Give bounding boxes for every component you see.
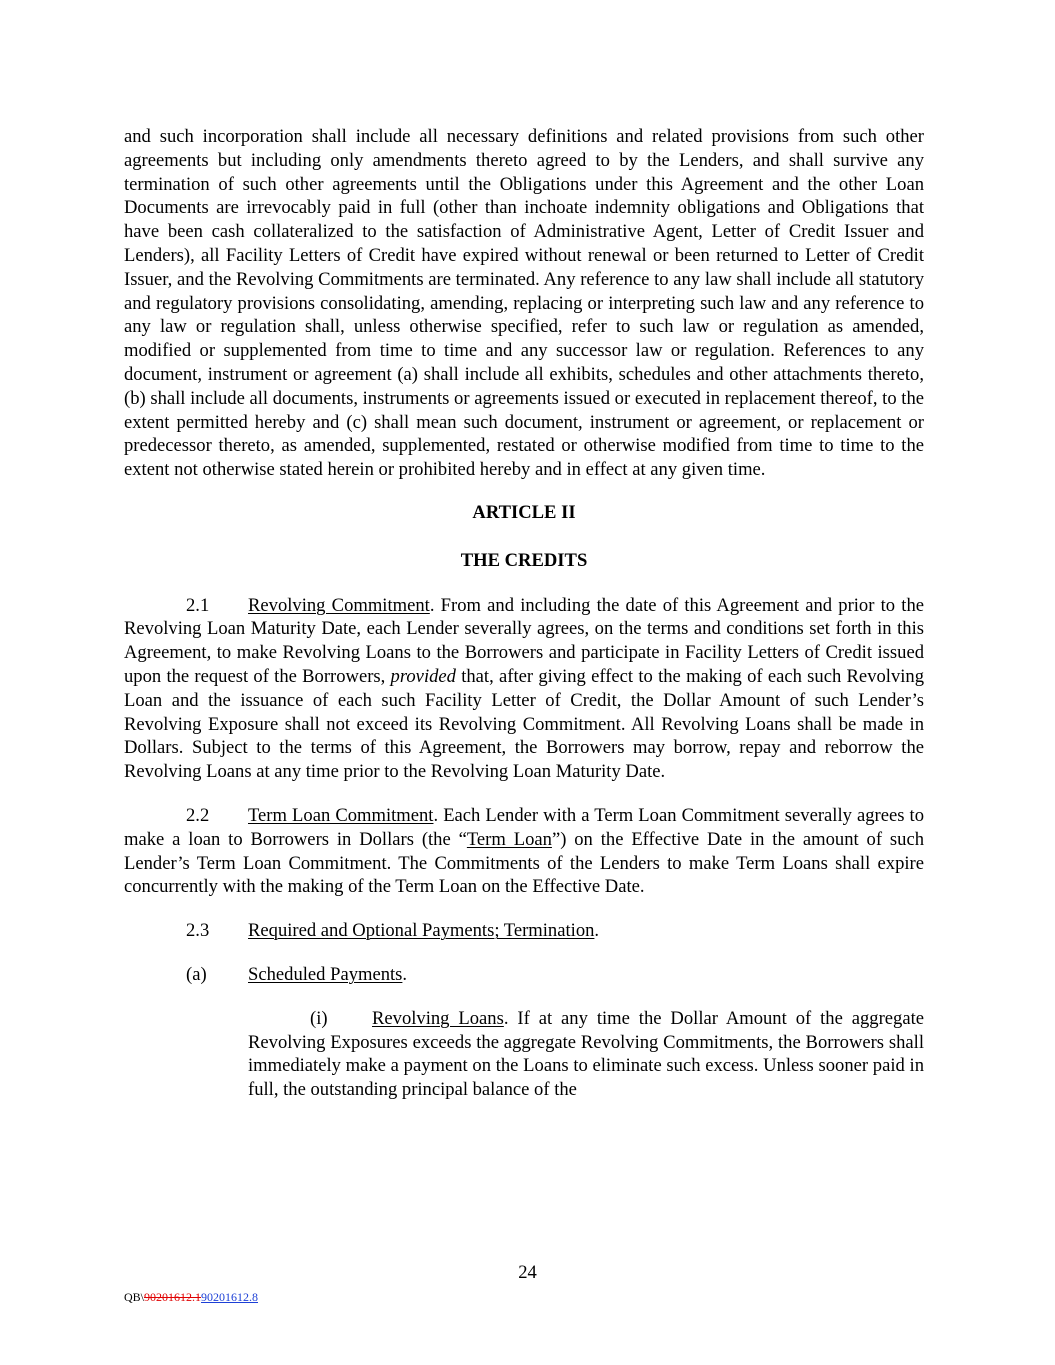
article-title: THE CREDITS	[460, 549, 588, 571]
clause-label: (i)	[310, 1007, 328, 1029]
intro-paragraph: and such incorporation shall include all necessary definitions and related provisions from such other agreements but including only amendments thereto agreed to by the Lenders, and shall survive any termination of such other agreements until the Obligations under this Agreement and the other Loan Documents are irrevocably paid in full (other than inchoate indemnity obligations and Obligations that have been cash collateralized to the satisfaction of Administrative Agent, Letter of Credit Issuer and Lenders), all Facility Letters of Credit have expired without renewal or been returned to Letter of Credit Issuer, and the Revolving Commitments are terminated. Any reference to any law shall include all statutory and regulatory provisions consolidating, amending, replacing or interpreting such law and any reference to any law or regulation shall, unless otherwise specified, refer to such law or regulation as amended, modified or supplemented from time to time and any successor law or regulation. References to any document, instrument or agreement (a) shall include all exhibits, schedules and other attachments thereto, (b) shall include all documents, instruments or agreements issued or executed in replacement thereof, to the extent permitted hereby and (c) shall mean such document, instrument or agreement, or replacement or predecessor thereto, as amended, supplemented, restated or otherwise modified from time to time to the extent not otherwise stated herein or prohibited hereby and in effect at any given time.	[124, 126, 924, 481]
clause-caption: Revolving Loans	[372, 1007, 504, 1029]
section-caption: Required and Optional Payments; Termination	[248, 920, 595, 942]
clause-text: . If at any time the Dollar Amount of the aggregate Revolving Exposures exceeds the aggregate Revolving Commitments, the Borrowers shall immediately make a payment on the Loans to eliminate such excess. Unless sooner paid in full, the outstanding principal balance of the	[248, 1007, 925, 1101]
deleted-doc-number: 90201612.1	[144, 1290, 202, 1304]
section-caption: Term Loan Commitment	[248, 804, 434, 826]
subsection-label: (a)	[186, 963, 207, 985]
defined-term: Term Loan	[466, 828, 552, 850]
page-number: 24	[518, 1262, 537, 1283]
section-caption-end: .	[594, 920, 600, 942]
clause-i	[248, 1007, 924, 1102]
inserted-doc-number: 90201612.8	[201, 1290, 259, 1304]
section-number: 2.3	[186, 920, 210, 942]
subsection-a	[186, 963, 924, 987]
section-text: . From and including the date of this Agreement and prior to the Revolving Loan Maturity Date, each Lender severally agrees, on the terms and conditions set forth in this Agreement, to make Revolving Loans to the Borrowers and participate in Facility Letters of Credit issued upon the request of the Borrowers,	[124, 594, 924, 687]
section-text: that, after giving effect to the making of each such Revolving Loan and the issuance of each such Facility Letter of Credit, the Dollar Amount of such Lender’s Revolving Exposure shall not exceed its Revolving Commitment. All Revolving Loans shall be made in Dollars. Subject to the terms of this Agreement, the Borrowers may borrow, repay and reborrow the Revolving Loans at any time prior to the Revolving Loan Maturity Date.	[124, 665, 925, 783]
doc-prefix: QB\	[124, 1290, 145, 1304]
section-2-1	[124, 594, 924, 784]
page-body	[124, 125, 924, 1102]
section-text: ”) on the Effective Date in the amount of such Lender’s Term Loan Commitment. The Commitments of the Lenders to make Term Loans shall expire concurrently with the making of the Term Loan on the Effective Date.	[124, 828, 925, 898]
article-heading: ARTICLE II	[472, 501, 576, 523]
section-text: . Each Lender with a Term Loan Commitment severally agrees to make a loan to Borrowers in Dollars (the “	[124, 804, 925, 850]
section-caption: Revolving Commitment	[248, 594, 430, 616]
section-2-3	[124, 919, 924, 943]
subsection-caption-end: .	[402, 963, 408, 985]
subsection-caption: Scheduled Payments	[248, 963, 403, 985]
section-number: 2.2	[186, 804, 210, 826]
section-italic-term: provided	[390, 665, 456, 687]
section-number: 2.1	[186, 594, 210, 616]
document-reference	[124, 1289, 258, 1305]
section-2-2	[124, 804, 924, 899]
